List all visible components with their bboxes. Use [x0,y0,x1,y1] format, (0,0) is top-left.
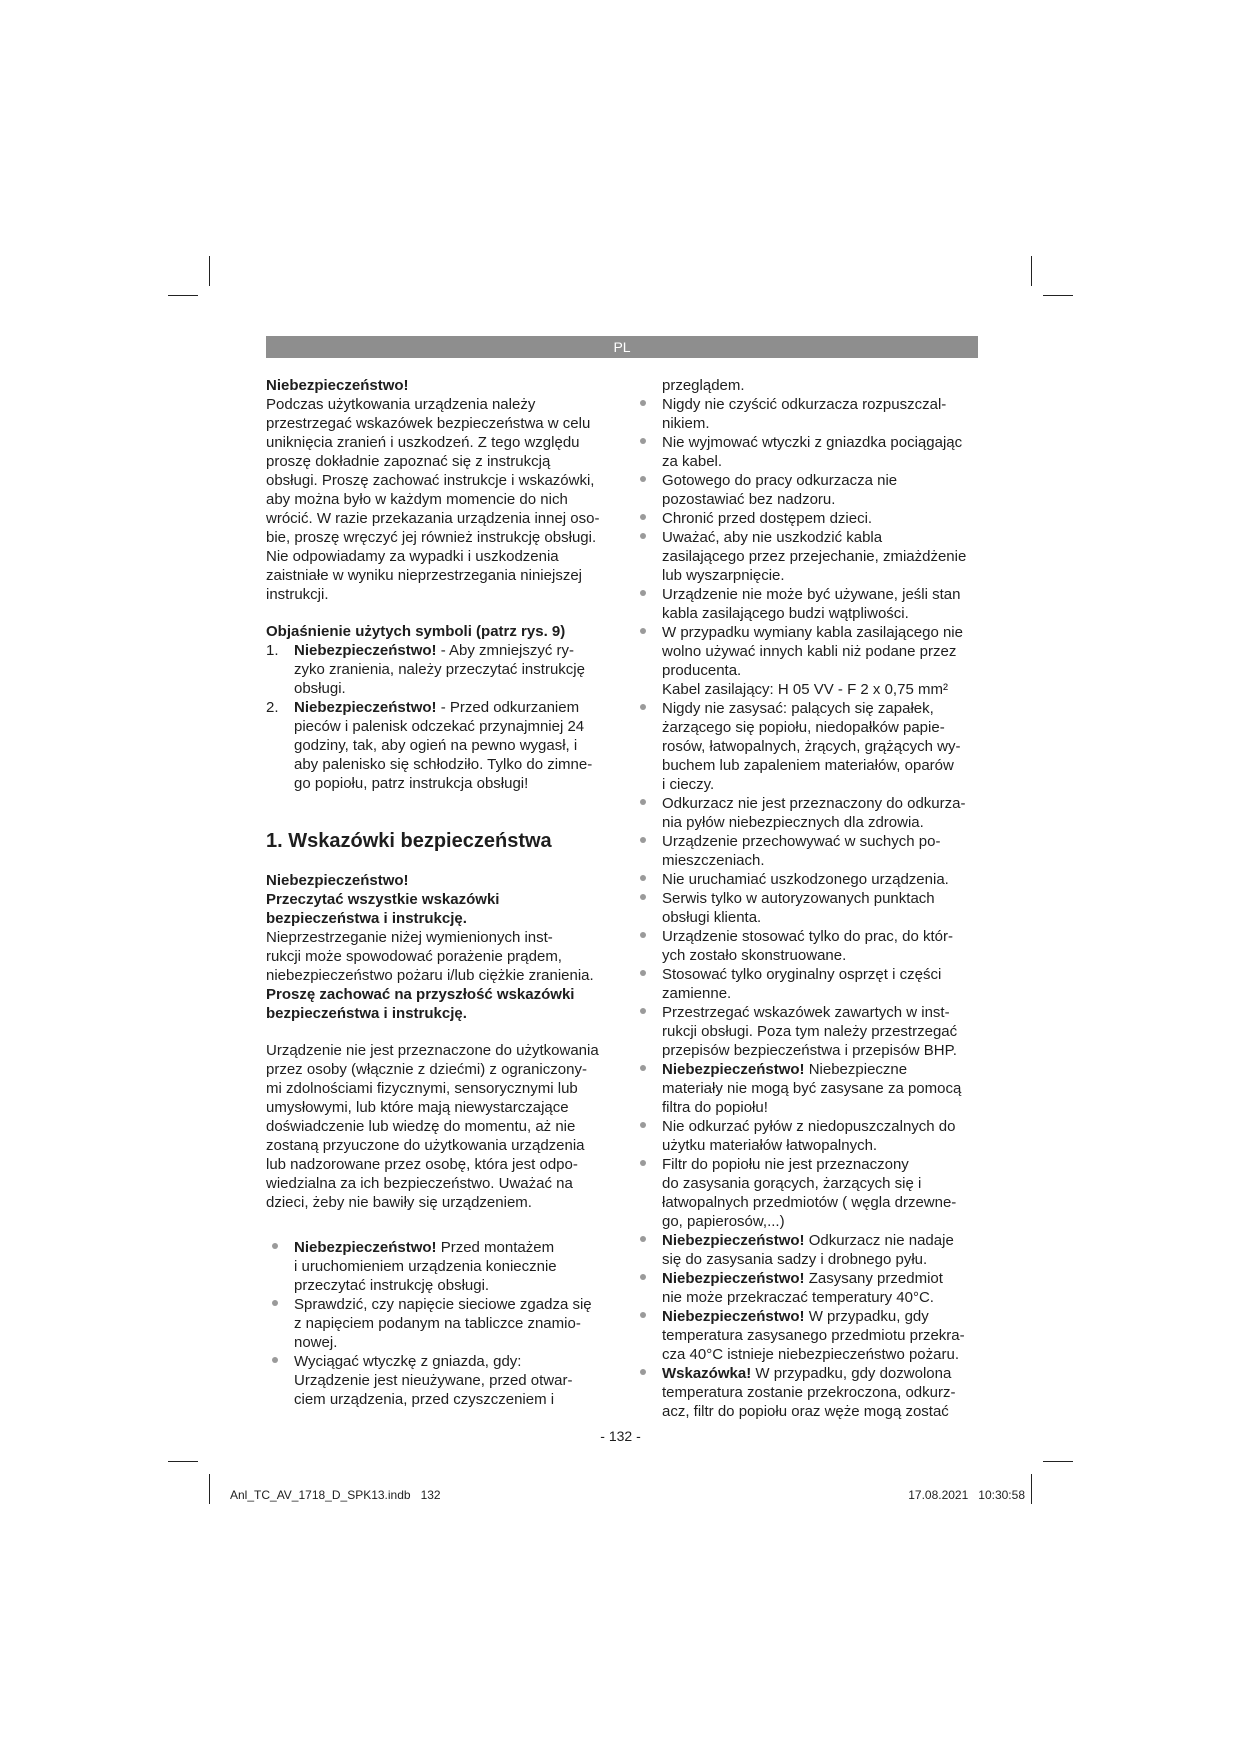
text-line: przestrzegać wskazówek bezpieczeństwa w celu [266,415,591,432]
list-item [634,471,980,509]
list-item [634,1269,980,1307]
list-item [634,1117,980,1155]
item-text: kabla zasilającego budzi wątpliwości. [662,605,909,622]
item-bold: Niebezpieczeństwo! [294,1239,437,1256]
item-text: Niebezpieczne [804,1061,908,1078]
item-text: Nie odkurzać pyłów z niedopuszczalnych do [662,1118,956,1135]
item-text: przeczytać instrukcję obsługi. [294,1277,490,1294]
item-text: zyko zranienia, należy przeczytać instrukcję [294,661,585,678]
warning-title: Niebezpieczeństwo! [266,377,409,394]
text-line: uniknięcia zranień i uszkodzeń. Z tego względu [266,434,580,451]
list-item [634,585,980,623]
item-text: Urządzenie przechowywać w suchych po- [662,833,941,850]
page-number: - 132 - [600,1428,641,1444]
item-text: wolno używać innych kabli niż podane przez [662,643,957,660]
right-column [634,376,980,1421]
item-text: przepisów bezpieczeństwa i przepisów BHP. [662,1042,957,1059]
text-line: wrócić. W razie przekazania urządzenia innej oso- [266,510,600,527]
left-column [266,376,612,1409]
text-line: wiedzialna za ich bezpieczeństwo. Uważać na [266,1175,573,1192]
item-text: filtra do popiołu! [662,1099,768,1116]
item-text: Filtr do popiołu nie jest przeznaczony [662,1156,909,1173]
item-text: pozostawiać bez nadzoru. [662,491,836,508]
list-item [266,1238,612,1295]
footer-filename: Anl_TC_AV_1718_D_SPK13.indb 132 [230,1488,441,1502]
warning-bold-line: bezpieczeństwa i instrukcję. [266,1005,467,1022]
list-item [634,699,980,794]
item-text: Nie wyjmować wtyczki z gniazdka pociągając [662,434,963,451]
list-item [634,433,980,471]
item-text: żarzącego się popiołu, niedopałków papie- [662,719,945,736]
text-line: doświadczenie lub wiedzę do momentu, aż nie [266,1118,576,1135]
item-text: rosów, łatwopalnych, żrących, grążących wy- [662,738,961,755]
list-item [634,870,980,889]
item-text: Urządzenie jest nieużywane, przed otwar- [294,1372,573,1389]
crop-mark [168,295,198,296]
crop-mark [1031,1474,1032,1504]
item-number: 2. [266,699,279,716]
item-text: go, papierosów,...) [662,1213,785,1230]
item-text: ciem urządzenia, przed czyszczeniem i [294,1391,555,1408]
item-text: Nigdy nie czyścić odkurzacza rozpuszczal- [662,396,947,413]
list-item [634,1060,980,1117]
list-item [634,1231,980,1269]
item-text: nia pyłów niebezpiecznych dla zdrowia. [662,814,924,831]
item-text: i cieczy. [662,776,715,793]
item-text: lub wyszarpnięcie. [662,567,785,584]
item-text: Zasysany przedmiot [804,1270,943,1287]
item-text: Sprawdzić, czy napięcie sieciowe zgadza się [294,1296,592,1313]
text-line: obsługi. Proszę zachować instrukcje i wskazówki, [266,472,595,489]
bullet-list [266,1238,612,1409]
crop-mark [1043,1461,1073,1462]
item-text: ych zostało skonstruowane. [662,947,847,964]
footer-datetime: 17.08.2021 10:30:58 [908,1488,1025,1502]
item-text: łatwopalnych przedmiotów ( węgla drzewne- [662,1194,957,1211]
item-text: Odkurzacz nie jest przeznaczony do odkurza- [662,795,966,812]
list-item [634,1307,980,1364]
list-item-continuation [634,376,980,395]
item-text: i uruchomieniem urządzenia koniecznie [294,1258,557,1275]
item-text: Stosować tylko oryginalny osprzęt i części [662,966,942,983]
text-line: mi zdolnościami fizycznymi, sensorycznymi lub [266,1080,578,1097]
symbols-title: Objaśnienie użytych symboli (patrz rys. 9) [266,623,566,640]
item-text: za kabel. [662,453,723,470]
list-item [266,1352,612,1409]
list-item [634,927,980,965]
list-item [634,889,980,927]
text-line: Nieprzestrzeganie niżej wymienionych inst- [266,929,553,946]
item-text: Serwis tylko w autoryzowanych punktach [662,890,935,907]
item-text: Odkurzacz nie nadaje [804,1232,954,1249]
item-text: cza 40°C istnieje niebezpieczeństwo pożaru. [662,1346,959,1363]
item-text: - Aby zmniejszyć ry- [436,642,575,659]
item-text: Przestrzegać wskazówek zawartych w inst- [662,1004,950,1021]
list-item [634,1155,980,1231]
list-item [634,509,980,528]
list-item [634,832,980,870]
warning-bold-line: bezpieczeństwa i instrukcję. [266,910,467,927]
item-text: materiały nie mogą być zasysane za pomocą [662,1080,962,1097]
item-text: Uważać, aby nie uszkodzić kabla [662,529,883,546]
item-text: mieszczeniach. [662,852,765,869]
item-bold: Niebezpieczeństwo! [294,642,437,659]
warning-title: Niebezpieczeństwo! [266,872,409,889]
item-text: producenta. [662,662,742,679]
crop-mark [209,256,210,286]
list-item [634,528,980,585]
text-line: bie, proszę wręczyć jej również instrukcję obsługi. [266,529,597,546]
text-line: niebezpieczeństwo pożaru i/lub ciężkie zranienia. [266,967,594,984]
item-text: Kabel zasilający: H 05 VV - F 2 x 0,75 mm² [662,681,948,698]
item-bold: Niebezpieczeństwo! [294,699,437,716]
text-line: lub nadzorowane przez osobę, która jest odpo- [266,1156,578,1173]
item-text: Wyciągać wtyczkę z gniazda, gdy: [294,1353,522,1370]
item-text: pieców i palenisk odczekać przynajmniej 24 [294,718,585,735]
crop-mark [1031,256,1032,286]
item-text: acz, filtr do popiołu oraz węże mogą zostać [662,1403,949,1420]
text-line: instrukcji. [266,586,329,603]
warning-bold-line: Proszę zachować na przyszłość wskazówki [266,986,575,1003]
item-text: zamienne. [662,985,732,1002]
text-line: zostaną przyuczone do użytkowania urządzenia [266,1137,585,1154]
item-text: Gotowego do pracy odkurzacza nie [662,472,898,489]
item-text: godziny, tak, aby ogień na pewno wygasł, i [294,737,578,754]
item-text: się do zasysania sadzy i drobnego pyłu. [662,1251,928,1268]
list-item [634,1364,980,1421]
item-text: temperatura zasysanego przedmiotu przekra- [662,1327,965,1344]
item-text: Urządzenie nie może być używane, jeśli stan [662,586,961,603]
text-line: dzieci, żeby nie bawiły się urządzeniem. [266,1194,532,1211]
paragraph [266,1041,612,1212]
item-text: przeglądem. [662,377,745,394]
item-text: buchem lub zapaleniem materiałów, oparów [662,757,954,774]
text-line: Urządzenie nie jest przeznaczone do użytkowania [266,1042,599,1059]
item-text: aby palenisko się schłodziło. Tylko do zimne- [294,756,593,773]
item-number: 1. [266,642,279,659]
text-line: Podczas użytkowania urządzenia należy [266,396,536,413]
text-line: proszę dokładnie zapoznać się z instrukcją [266,453,551,470]
text-line: przez osoby (włącznie z dziećmi) z ograniczony- [266,1061,587,1078]
warning-bold-line: Przeczytać wszystkie wskazówki [266,891,500,908]
item-text: temperatura zostanie przekroczona, odkurz- [662,1384,956,1401]
item-text: W przypadku wymiany kabla zasilającego nie [662,624,963,641]
item-text: nikiem. [662,415,710,432]
item-text: Przed montażem [436,1239,555,1256]
item-text: obsługi. [294,680,346,697]
text-line: zaistniałe w wyniku nieprzestrzegania niniejszej [266,567,582,584]
item-text: Nigdy nie zasysać: palących się zapałek, [662,700,934,717]
list-item [634,1003,980,1060]
list-item [634,794,980,832]
list-item [634,395,980,433]
item-text: obsługi klienta. [662,909,762,926]
list-item [634,623,980,699]
language-header-bar [266,336,978,358]
list-item [266,1295,612,1352]
item-text: zasilającego przez przejechanie, zmiażdżenie [662,548,967,565]
warning-text [266,395,612,604]
item-text: nowej. [294,1334,338,1351]
item-text: W przypadku, gdy dozwolona [751,1365,952,1382]
section-heading: 1. Wskazówki bezpieczeństwa [266,830,552,852]
item-text: nie może przekraczać temperatury 40°C. [662,1289,934,1306]
language-label: PL [613,339,631,355]
item-text: rukcji obsługi. Poza tym należy przestrzegać [662,1023,958,1040]
item-text: W przypadku, gdy [804,1308,929,1325]
item-text: do zasysania gorących, żarzących się i [662,1175,922,1192]
item-text: - Przed odkurzaniem [436,699,580,716]
item-text: Chronić przed dostępem dzieci. [662,510,873,527]
bullet-list [634,376,980,1421]
list-item [266,641,612,698]
list-item [634,965,980,1003]
crop-mark [209,1474,210,1504]
item-bold: Niebezpieczeństwo! [662,1232,805,1249]
item-bold: Niebezpieczeństwo! [662,1061,805,1078]
item-text: z napięciem podanym na tabliczce znamio- [294,1315,581,1332]
text-line: aby można było w każdym momencie do nich [266,491,568,508]
item-bold: Niebezpieczeństwo! [662,1270,805,1287]
crop-mark [1043,295,1073,296]
item-bold: Niebezpieczeństwo! [662,1308,805,1325]
item-bold: Wskazówka! [662,1365,752,1382]
crop-mark [168,1461,198,1462]
item-text: Nie uruchamiać uszkodzonego urządzenia. [662,871,949,888]
item-text: Urządzenie stosować tylko do prac, do któr- [662,928,953,945]
item-text: użytku materiałów łatwopalnych. [662,1137,878,1154]
text-line: umysłowymi, lub które mają niewystarczające [266,1099,569,1116]
text-line: Nie odpowiadamy za wypadki i uszkodzenia [266,548,559,565]
symbols-list [266,641,612,793]
list-item [266,698,612,793]
item-text: go popiołu, patrz instrukcja obsługi! [294,775,529,792]
text-line: rukcji może spowodować porażenie prądem, [266,948,562,965]
